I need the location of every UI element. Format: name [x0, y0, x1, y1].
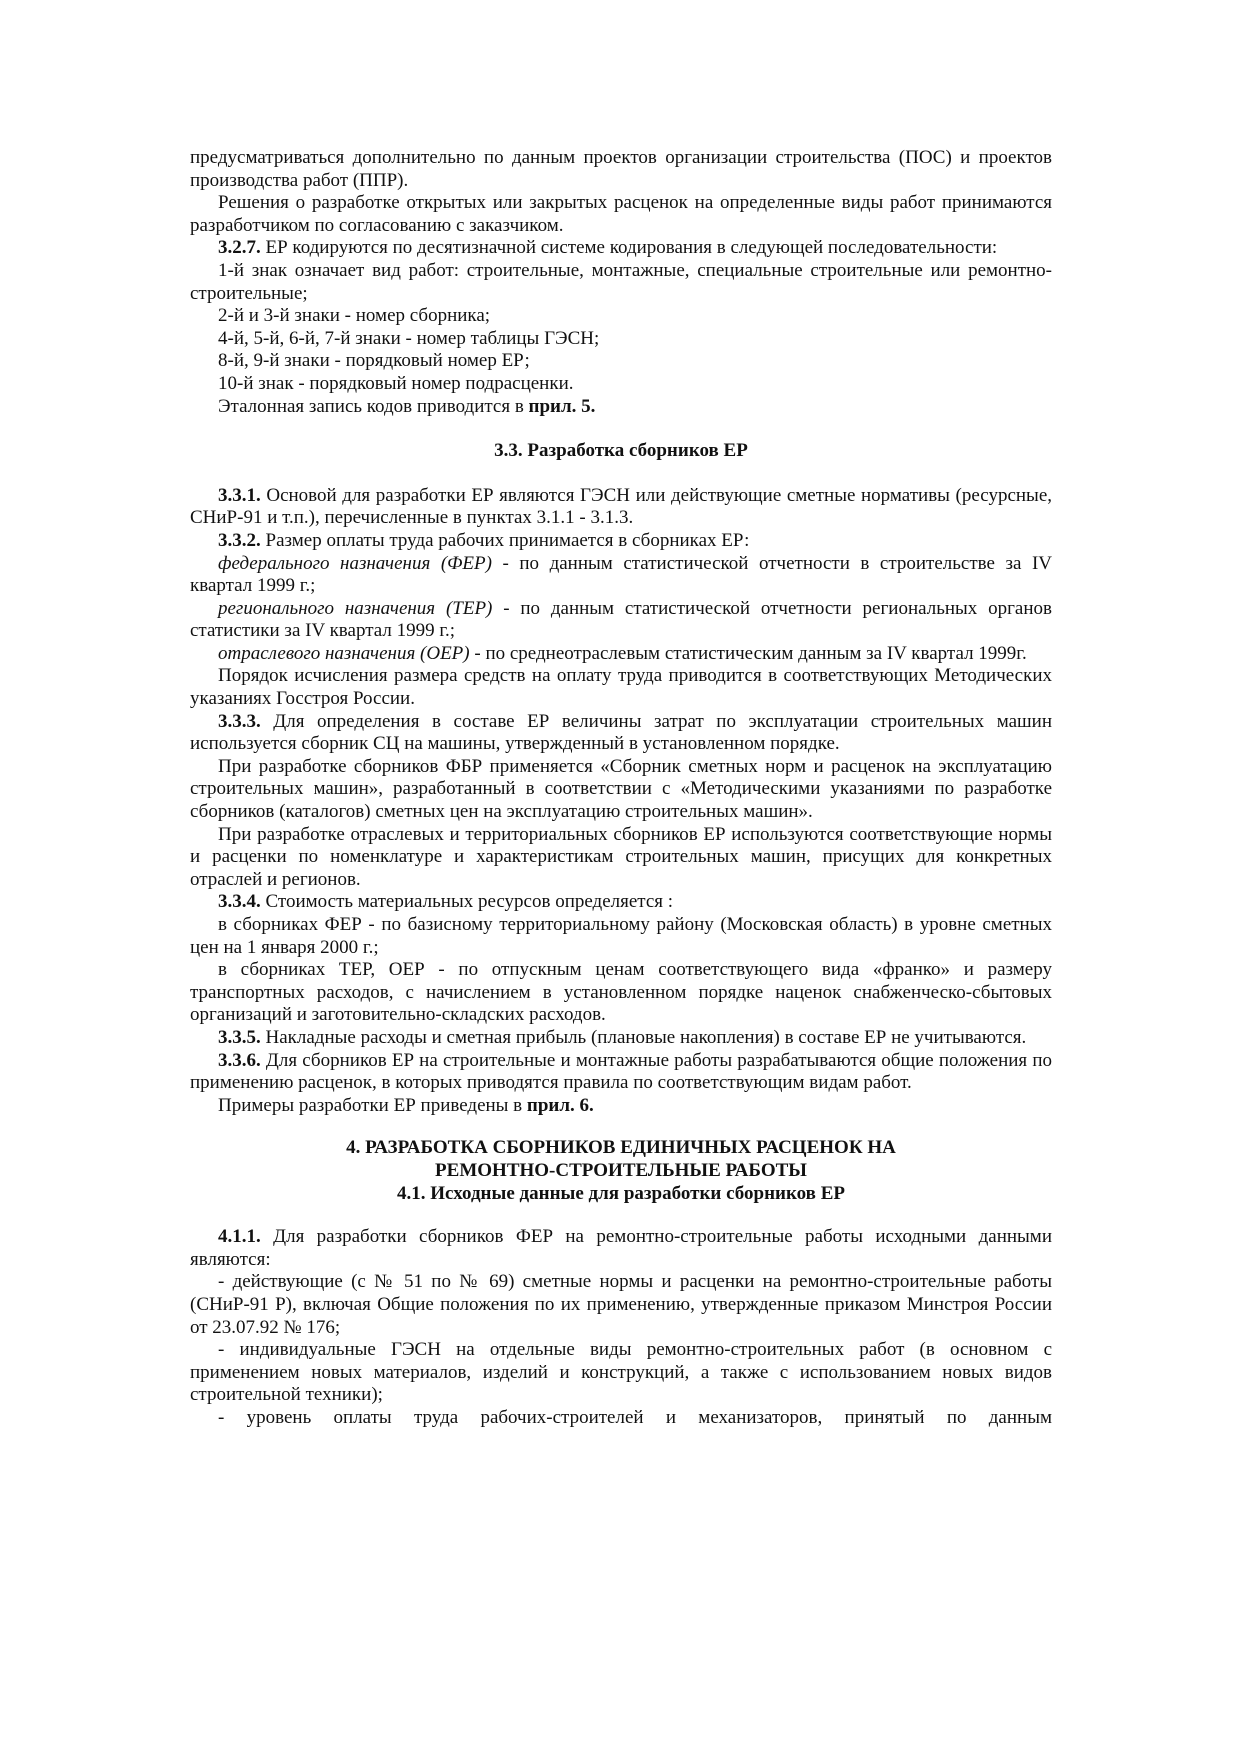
paragraph	[190, 553, 1052, 598]
clause-text: ЕР кодируются по десятизначной системе кодирования в следующей последовательности:	[260, 237, 998, 259]
section-heading-3-3: 3.3. Разработка сборников ЕР	[494, 440, 748, 462]
paragraph: в сборниках ФЕР - по базисному территориальному району (Московская область) в уровне сметных цен на 1 января 2000 г.;	[190, 914, 1052, 958]
clause-3-3-5	[190, 1027, 1052, 1050]
chapter-heading-4-line-2: РЕМОНТНО-СТРОИТЕЛЬНЫЕ РАБОТЫ	[435, 1159, 807, 1181]
clause-3-2-7	[190, 237, 1052, 260]
clause-number: 3.3.5.	[218, 1026, 261, 1048]
clause-3-3-2	[190, 530, 1052, 553]
paragraph: предусматриваться дополнительно по данным проектов организации строительства (ПОС) и проектов производства работ (ППР).	[190, 147, 1052, 191]
clause-3-3-3	[190, 711, 1052, 756]
clause-number: 3.3.2.	[218, 529, 261, 551]
section-heading-4-1: 4.1. Исходные данные для разработки сборников ЕР	[397, 1182, 845, 1204]
clause-number: 3.2.7.	[218, 237, 261, 259]
clause-number: 4.1.1.	[218, 1226, 261, 1248]
paragraph: 2-й и 3-й знаки - номер сборника;	[218, 305, 491, 327]
clause-text: Основой для разработки ЕР являются ГЭСН или действующие сметные нормативы (ресурсные, СНиР-91 и т.п.), перечисленные в пунктах 3.1.1 - 3.1.3.	[190, 484, 1052, 529]
italic-term: федерального назначения (ФЕР)	[218, 552, 492, 574]
paragraph-text: - по среднеотраслевым статистическим данным за IV квартал 1999г.	[469, 642, 1027, 664]
paragraph-text: - по данным статистической отчетности региональных органов статистики за IV квартал 1999 г.;	[190, 597, 1052, 642]
appendix-reference: прил. 5.	[528, 395, 596, 417]
paragraph: 10-й знак - порядковый номер подрасценки.	[218, 372, 574, 394]
list-item: - индивидуальные ГЭСН на отдельные виды ремонтно-строительных работ (в основном с применением новых материалов, изделий и конструкций, а также с использованием новых видов строительной техники);	[190, 1339, 1052, 1406]
clause-4-1-1	[190, 1226, 1052, 1271]
paragraph	[190, 598, 1052, 643]
clause-number: 3.3.3.	[218, 710, 261, 732]
chapter-heading-4-line-1: 4. РАЗРАБОТКА СБОРНИКОВ ЕДИНИЧНЫХ РАСЦЕНОК НА	[346, 1137, 896, 1159]
list-item: - действующие (с № 51 по № 69) сметные нормы и расценки на ремонтно-строительные работы (СНиР-91 Р), включая Общие положения по их применению, утвержденные приказом Минстроя России от 23.07.92 № 176;	[190, 1271, 1052, 1338]
clause-text: Стоимость материальных ресурсов определяется :	[260, 891, 674, 913]
paragraph: При разработке сборников ФБР применяется «Сборник сметных норм и расценок на эксплуатацию строительных машин», разработанный в соответствии с «Методическими указаниями по разработке сборников (каталогов) сметных цен на эксплуатацию строительных машин».	[190, 755, 1052, 823]
paragraph: Решения о разработке открытых или закрытых расценок на определенные виды работ принимаются разработчиком по согласованию с заказчиком.	[190, 192, 1052, 236]
clause-3-3-6	[190, 1050, 1052, 1095]
clause-3-3-4	[190, 891, 1052, 914]
paragraph: При разработке отраслевых и территориальных сборников ЕР используются соответствующие нормы и расценки по номенклатуре и характеристикам строительных машин, присущих для конкретных отраслей и регионов.	[190, 823, 1052, 890]
clause-number: 3.3.6.	[218, 1049, 261, 1071]
paragraph-text: Примеры разработки ЕР приведены в	[218, 1094, 527, 1116]
clause-number: 3.3.4.	[218, 891, 261, 913]
paragraph: в сборниках ТЕР, ОЕР - по отпускным ценам соответствующего вида «франко» и размеру транспортных расходов, с начислением в установленном порядке наценок снабженческо-сбытовых организаций и заготовительно-складских расходов.	[190, 959, 1052, 1026]
clause-3-3-1	[190, 485, 1052, 530]
clause-text: Для разработки сборников ФЕР на ремонтно-строительные работы исходными данными являются:	[190, 1226, 1052, 1270]
paragraph: 4-й, 5-й, 6-й, 7-й знаки - номер таблицы ГЭСН;	[218, 327, 600, 349]
italic-term: регионального назначения (ТЕР)	[218, 597, 493, 619]
paragraph-text: - по данным статистической отчетности в строительстве за IV квартал 1999 г.;	[190, 552, 1052, 597]
appendix-reference: прил. 6.	[526, 1094, 594, 1116]
clause-number: 3.3.1.	[218, 484, 261, 506]
document-page	[190, 147, 1052, 1429]
clause-text: Для определения в составе ЕР величины затрат по эксплуатации строительных машин используется сборник СЦ на машины, утвержденный в установленном порядке.	[190, 710, 1052, 755]
clause-text: Накладные расходы и сметная прибыль (плановые накопления) в составе ЕР не учитываются.	[260, 1026, 1027, 1048]
paragraph	[190, 643, 1052, 666]
list-item: - уровень оплаты труда рабочих-строителей и механизаторов, принятый по данным	[218, 1406, 1052, 1428]
paragraph: 1-й знак означает вид работ: строительные, монтажные, специальные строительные или ремонтно-строительные;	[190, 259, 1052, 304]
paragraph-text: Эталонная запись кодов приводится в	[218, 395, 529, 417]
paragraph	[190, 1095, 1052, 1118]
paragraph	[190, 396, 1052, 419]
italic-term: отраслевого назначения (ОЕР)	[218, 642, 470, 664]
clause-text: Для сборников ЕР на строительные и монтажные работы разрабатываются общие положения по применению расценок, в которых приводятся правила по соответствующим видам работ.	[190, 1049, 1052, 1094]
clause-text: Размер оплаты труда рабочих принимается в сборниках ЕР:	[260, 529, 750, 551]
paragraph: Порядок исчисления размера средств на оплату труда приводится в соответствующих Методических указаниях Госстроя России.	[190, 665, 1052, 710]
paragraph: 8-й, 9-й знаки - порядковый номер ЕР;	[218, 350, 530, 372]
